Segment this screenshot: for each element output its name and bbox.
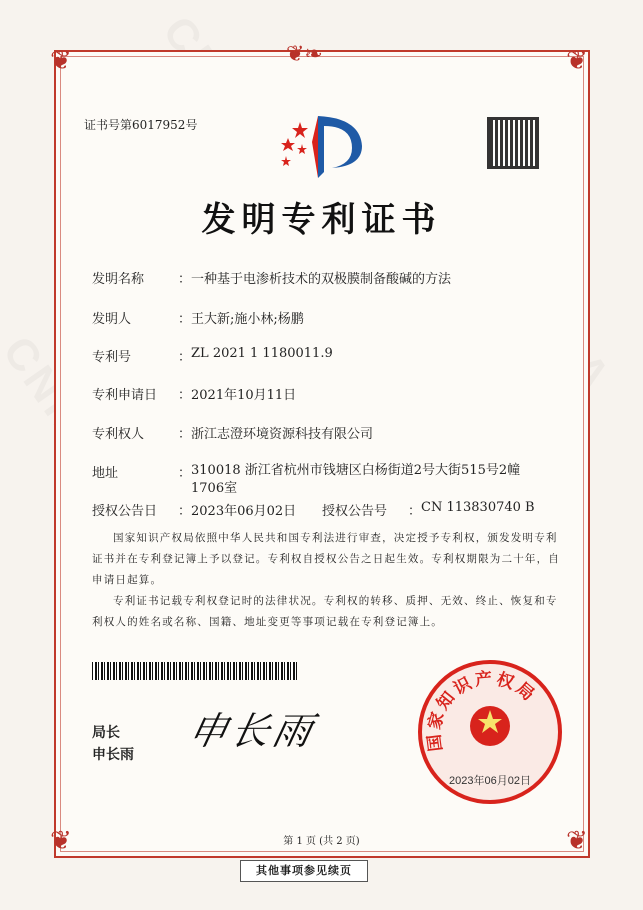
field-label: 授权公告日 bbox=[92, 504, 158, 519]
field-label: 地址 bbox=[92, 466, 119, 481]
field-value-line2: 1706室 bbox=[191, 481, 238, 496]
legal-status-statement: 专利证书记载专利权登记时的法律状况。专利权的转移、质押、无效、终止、恢复和专利权人的姓名或名称、国籍、地址变更等事项记载在专利登记簿上。 bbox=[92, 595, 558, 628]
field-grant-number: 授权公告号 ： CN 113830740 B bbox=[322, 500, 535, 519]
barcode bbox=[92, 662, 297, 680]
qr-code[interactable] bbox=[487, 117, 539, 169]
field-inventors: 发明人 ： 王大新;施小林;杨鹏 bbox=[92, 308, 304, 327]
field-grant-date: 授权公告日 ： 2023年06月02日 bbox=[92, 500, 296, 519]
field-label: 专利申请日 bbox=[92, 388, 158, 403]
field-label: 发明名称 bbox=[92, 272, 145, 287]
corner-ornament-icon: ❦ bbox=[566, 46, 588, 76]
corner-ornament-icon: ❦ bbox=[50, 46, 72, 76]
field-label: 发明人 bbox=[92, 312, 132, 327]
page-number: 第 1 页 (共 2 页) bbox=[283, 836, 360, 847]
seal-text: 国家知识产权局 bbox=[424, 668, 541, 753]
grant-statement: 国家知识产权局依照中华人民共和国专利法进行审查，决定授予专利权，颁发发明专利证书并在专利登记簿上予以登记。专利权自授权公告之日起生效。专利权期限为二十年，自申请日起算。 bbox=[92, 532, 560, 586]
continued-note: 其他事项参见续页 bbox=[240, 860, 368, 882]
cnipa-logo-icon bbox=[272, 112, 372, 184]
field-label: 专利号 bbox=[92, 350, 132, 365]
corner-ornament-icon: ❦ bbox=[50, 826, 72, 856]
signatory-name: 申长雨 bbox=[92, 747, 134, 763]
certificate-number: 证书号第6017952号 bbox=[84, 118, 198, 132]
certificate-title: 发明专利证书 bbox=[201, 200, 442, 240]
seal-date: 2023年06月02日 bbox=[449, 775, 531, 787]
field-value: CN 113830740 B bbox=[421, 500, 535, 515]
signatory-title: 局长 bbox=[92, 725, 120, 741]
field-patent-number: 专利号 ： ZL 2021 1 1180011.9 bbox=[92, 346, 333, 365]
field-value: 2023年06月02日 bbox=[191, 504, 297, 519]
signature: 申长雨 bbox=[184, 709, 320, 753]
field-label: 专利权人 bbox=[92, 427, 145, 442]
field-invention-name: 发明名称 ： 一种基于电渗析技术的双极膜制备酸碱的方法 bbox=[92, 268, 451, 287]
field-value: 王大新;施小林;杨鹏 bbox=[191, 312, 304, 327]
field-application-date: 专利申请日 ： 2021年10月11日 bbox=[92, 384, 296, 403]
field-label: 授权公告号 bbox=[322, 504, 388, 519]
field-patentee: 专利权人 ： 浙江志澄环境资源科技有限公司 bbox=[92, 423, 373, 442]
official-seal bbox=[418, 660, 562, 804]
field-address: 地址 ： 310018 浙江省杭州市钱塘区白杨街道2号大街515号2幢 1706室 bbox=[92, 463, 521, 496]
field-value: 浙江志澄环境资源科技有限公司 bbox=[191, 427, 374, 442]
field-value: ZL 2021 1 1180011.9 bbox=[191, 346, 333, 361]
field-value: 310018 浙江省杭州市钱塘区白杨街道2号大街515号2幢 bbox=[191, 463, 521, 478]
top-ornament-icon: ❦❧ bbox=[286, 42, 323, 67]
field-value: 2021年10月11日 bbox=[191, 388, 297, 403]
field-value: 一种基于电渗析技术的双极膜制备酸碱的方法 bbox=[191, 272, 452, 287]
corner-ornament-icon: ❦ bbox=[566, 826, 588, 856]
